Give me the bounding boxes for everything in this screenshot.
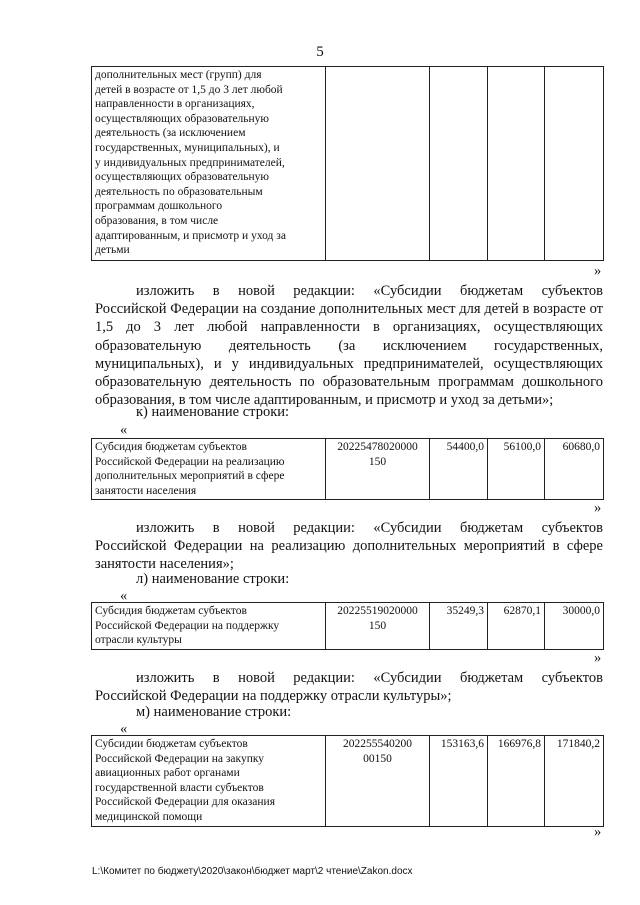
paragraph-first-line: изложить в новой редакции: «Субсидии бюджетам субъектов xyxy=(136,670,603,686)
table1-name-cell: дополнительных мест (групп) для детей в возрасте от 1,5 до 3 лет любой направленности в организациях, осуществляющих образовательную деятельность (за исключением государственных, муниципальных), и у индивидуальных предпринимателей, осуществляющих образовательную деятельность по образовательным программам дошкольного образования, в том числе адаптированным, и присмотр и уход за детьми xyxy=(92,67,326,261)
budget-table-row-k xyxy=(91,438,604,500)
page-number: 5 xyxy=(316,44,324,60)
section-heading-l: л) наименование строки: xyxy=(136,571,290,587)
budget-code-cell: 20225519020000 150 xyxy=(326,603,430,650)
close-quote: » xyxy=(594,824,602,840)
value-cell: 166976,8 xyxy=(488,736,545,827)
budget-code-cell: 20225478020000 150 xyxy=(326,439,430,500)
paragraph-first-line: изложить в новой редакции: «Субсидии бюджетам субъектов xyxy=(136,283,603,299)
section-heading-m: м) наименование строки: xyxy=(136,704,292,720)
value-cell: 56100,0 xyxy=(488,439,545,500)
open-quote: « xyxy=(120,588,128,604)
value-cell: 30000,0 xyxy=(545,603,604,650)
budget-table-row-m xyxy=(91,735,604,827)
value-cell: 60680,0 xyxy=(545,439,604,500)
open-quote: « xyxy=(120,721,128,737)
budget-code-cell: 202255540200 00150 xyxy=(326,736,430,827)
section-heading-k: к) наименование строки: xyxy=(136,404,290,420)
table1-code-cell xyxy=(326,67,430,261)
value-cell: 35249,3 xyxy=(430,603,488,650)
close-quote: » xyxy=(594,650,602,666)
row-name-cell: Субсидия бюджетам субъектов Российской Федерации на поддержку отрасли культуры xyxy=(92,603,326,650)
open-quote: « xyxy=(120,422,128,438)
value-cell: 54400,0 xyxy=(430,439,488,500)
table1-value-cell xyxy=(545,67,604,261)
close-quote: » xyxy=(594,263,602,279)
file-path-footer: L:\Комитет по бюджету\2020\закон\бюджет март\2 чтение\Zakon.docx xyxy=(92,866,413,877)
row-name-cell: Субсидии бюджетам субъектов Российской Федерации на закупку авиационных работ органами государственной власти субъектов Российской Федерации для оказания медицинской помощи xyxy=(92,736,326,827)
budget-table-row-l xyxy=(91,602,604,650)
close-quote: » xyxy=(594,500,602,516)
paragraph-text: Российской Федерации на создание дополнительных мест для детей в возрасте от 1,5 до 3 лет любой направленности в организациях, осуществляющих образовательную деятельность (за исключением государственных, муниципальных), и у индивидуальных предпринимателей, осуществляющих образовательную деятельность по образовательным программам дошкольного образования, в том числе адаптированным, и присмотр и уход за детьми»; xyxy=(95,301,603,409)
paragraph-text: Российской Федерации на поддержку отрасли культуры»; xyxy=(95,688,452,704)
table-row-continued xyxy=(91,66,604,261)
value-cell: 153163,6 xyxy=(430,736,488,827)
paragraph-text: Российской Федерации на реализацию дополнительных мероприятий в сфере занятости населения»; xyxy=(95,538,603,573)
value-cell: 171840,2 xyxy=(545,736,604,827)
table1-value-cell xyxy=(430,67,488,261)
paragraph-first-line: изложить в новой редакции: «Субсидии бюджетам субъектов xyxy=(136,520,603,536)
value-cell: 62870,1 xyxy=(488,603,545,650)
table1-value-cell xyxy=(488,67,545,261)
row-name-cell: Субсидия бюджетам субъектов Российской Федерации на реализацию дополнительных мероприятий в сфере занятости населения xyxy=(92,439,326,500)
